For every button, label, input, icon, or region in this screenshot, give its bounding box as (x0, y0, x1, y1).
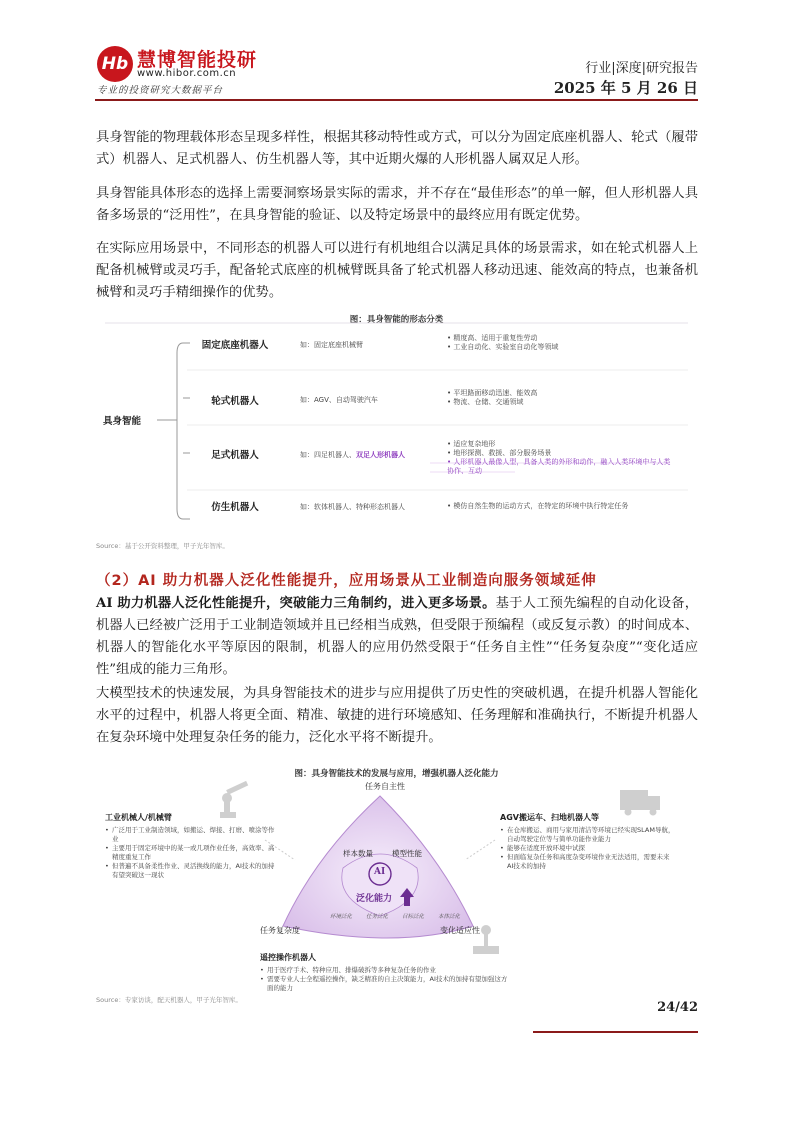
figure2-source: Source：专家访谈，配天机器人，甲子光年智库。 (96, 996, 242, 1004)
generalization-tags: 环境泛化 任务泛化 目标泛化 本体泛化 (330, 914, 460, 920)
header-divider (95, 99, 698, 101)
ai-center: AI (374, 867, 386, 877)
branch-fixed-example: 如：固定底座机械臂 (300, 341, 363, 349)
paragraph-4: AI 助力机器人泛化性能提升，突破能力三角制约，进入更多场景。基于人工预先编程的自动化设备，机器人已经被广泛用于工业制造领域并且已经相当成熟，但受限于预编程（或反复示教）的时间成本、机器人的智能化水平等原因的限制，机器人的应用仍然受限于“任务自主性”“任务复杂度”“变化适应性”组成的能力三角形。 (96, 596, 698, 677)
page-number: 24/42 (657, 1000, 698, 1015)
brand-name: 慧博智能投研 (137, 49, 258, 71)
branch-bionic: 仿生机器人 (211, 502, 259, 513)
inner-model: 模型性能 (392, 849, 422, 858)
branch-bionic-features: • 模仿自然生物的运动方式，在特定的环境中执行特定任务 (447, 502, 628, 511)
branch-fixed: 固定底座机器人 (201, 340, 269, 351)
paragraph-2: 具身智能具体形态的选择上需要洞察场景实际的需求，并不存在“最佳形态”的单一解，但人形机器人具备多场景的“泛用性”，在具身智能的验证、以及特定场景中的最终应用有既定优势。 (96, 186, 698, 223)
branch-fixed-features: • 精度高、适用于重复性劳动 • 工业自动化、实验室自动化等领域 (447, 334, 558, 352)
box-teleop: 遥控操作机器人 • 用于医疗手术、特种应用、排爆破拆等多种复杂任务的作业 • 需要专业人士全程遥控操作，缺乏精准的自主决策能力，AI技术的加持有望加强这方面的能力 (260, 952, 510, 993)
brand-slogan: 专业的投资研究大数据平台 (97, 85, 224, 96)
vertex-autonomy: 任务自主性 (365, 782, 405, 791)
figure-morphology (95, 313, 698, 538)
vertex-complexity: 任务复杂度 (260, 926, 300, 935)
figure1-title: 图：具身智能的形态分类 (349, 315, 444, 325)
branch-legged-example: 如：四足机器人、双足人形机器人 (300, 451, 405, 459)
box-agv: AGV搬运车、扫地机器人等 • 在仓库搬运、商用与家用清洁等环境已经实现SLAM导航，自动驾驶定位等与简单功能作业能力 • 能够在适度开放环境中试探 • 但面临复杂任务和高度杂变环境作业无法适用，需要未来AI技术的加持 (500, 812, 675, 871)
figure1-root: 具身智能 (103, 416, 142, 427)
vertex-adaptability: 变化适应性 (440, 926, 480, 935)
generalization-label: 泛化能力 (356, 894, 393, 904)
figure2-title: 图：具身智能技术的发展与应用，增强机器人泛化能力 (294, 769, 499, 779)
branch-wheeled-features: • 平坦路面移动迅速、能效高 • 物流、仓储、交通领域 (447, 389, 537, 407)
branch-legged-features: • 适应复杂地形 • 地形探测、救援、部分服务场景 • 人形机器人最像人型，具备人类的外形和动作，融入人类环境中与人类协作、互动 (447, 440, 677, 476)
branch-bionic-example: 如：软体机器人、特种形态机器人 (300, 503, 405, 511)
paragraph-1: 具身智能的物理载体形态呈现多样性，根据其移动特性或方式，可以分为固定底座机器人、轮式（履带式）机器人、足式机器人、仿生机器人等，其中近期火爆的人形机器人属双足人形。 (96, 130, 698, 167)
figure1-source: Source：基于公开资料整理，甲子光年智库。 (96, 542, 229, 550)
report-type: 行业|深度|研究报告 (585, 61, 698, 76)
brand-url[interactable]: www.hibor.com.cn (137, 68, 237, 79)
box-industrial: 工业机械人/机械臂 • 广泛用于工业制造领域，如搬运、焊接、打磨、喷涂等作业 • 主要用于固定环境中的某一或几项作业任务，高效率、高精度重复工作 • 但普遍不具备柔性作业、灵活换线的能力，AI技术的加持有望突破这一现状 (105, 812, 275, 880)
logo-mark: Hb (97, 46, 133, 82)
footer-divider (533, 1031, 698, 1033)
report-date: 2025 年 5 月 26 日 (553, 79, 698, 97)
branch-wheeled-example: 如：AGV、自动驾驶汽车 (300, 396, 378, 404)
section-title: （2）AI 助力机器人泛化性能提升，应用场景从工业制造向服务领域延伸 (96, 573, 597, 589)
inner-sample: 样本数量 (343, 849, 373, 858)
paragraph-3: 在实际应用场景中，不同形态的机器人可以进行有机地组合以满足具体的场景需求，如在轮式机器人上配备机械臂或灵巧手，配备轮式底座的机械臂既具备了轮式机器人移动迅速、能效高的特点，也兼备机械臂和灵巧手精细操作的优势。 (96, 241, 698, 300)
branch-legged: 足式机器人 (211, 450, 259, 461)
branch-wheeled: 轮式机器人 (211, 396, 259, 407)
paragraph-5: 大模型技术的快速发展，为具身智能技术的进步与应用提供了历史性的突破机遇，在提升机器人智能化水平的过程中，机器人将更全面、精准、敏捷的进行环境感知、任务理解和准确执行，不断提升机器人在复杂环境中处理复杂任务的能力，泛化水平将不断提升。 (96, 686, 698, 745)
